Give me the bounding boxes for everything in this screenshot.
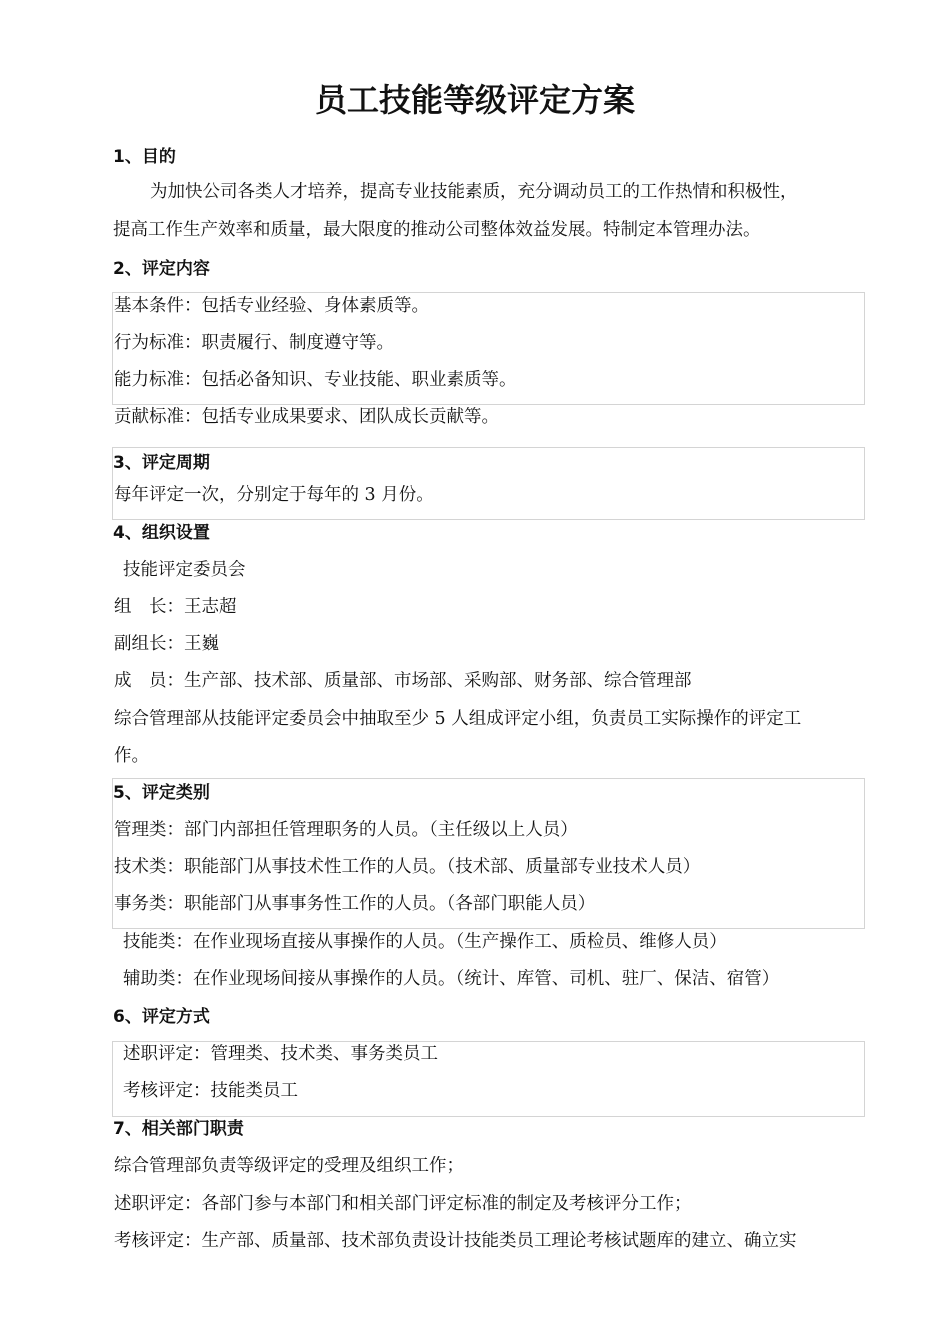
category-item-skill: 技能类：在作业现场直接从事操作的人员。（生产操作工、质检员、维修人员） xyxy=(123,932,727,952)
category-item-management: 管理类：部门内部担任管理职务的人员。（主任级以上人员） xyxy=(114,820,578,840)
section-heading-method: 6、评定方式 xyxy=(113,1007,210,1027)
committee-note-line-2: 作。 xyxy=(114,746,149,766)
committee-members: 成 员：生产部、技术部、质量部、市场部、采购部、财务部、综合管理部 xyxy=(114,671,692,691)
category-item-technical: 技术类：职能部门从事技术性工作的人员。（技术部、质量部专业技术人员） xyxy=(114,857,701,877)
committee-leader: 组 长：王志超 xyxy=(114,597,237,617)
section-heading-organization: 4、组织设置 xyxy=(113,523,210,543)
responsibility-item-report: 述职评定：各部门参与本部门和相关部门评定标准的制定及考核评分工作； xyxy=(114,1194,692,1214)
responsibility-item-exam: 考核评定：生产部、质量部、技术部负责设计技能类员工理论考核试题库的建立、确立实 xyxy=(114,1231,797,1251)
content-item-contribution: 贡献标准：包括专业成果要求、团队成长贡献等。 xyxy=(114,407,499,427)
document-title: 员工技能等级评定方案 xyxy=(314,81,635,119)
content-item-behavior: 行为标准：职责履行、制度遵守等。 xyxy=(114,333,394,353)
category-item-affairs: 事务类：职能部门从事事务性工作的人员。（各部门职能人员） xyxy=(114,894,596,914)
cycle-text: 每年评定一次，分别定于每年的 3 月份。 xyxy=(114,485,434,505)
purpose-paragraph-line-2: 提高工作生产效率和质量，最大限度的推动公司整体效益发展。特制定本管理办法。 xyxy=(113,220,761,240)
content-item-basic: 基本条件：包括专业经验、身体素质等。 xyxy=(114,296,429,316)
content-item-ability: 能力标准：包括必备知识、专业技能、职业素质等。 xyxy=(114,370,517,390)
category-item-auxiliary: 辅助类：在作业现场间接从事操作的人员。（统计、库管、司机、驻厂、保洁、宿管） xyxy=(123,969,780,989)
section-heading-responsibilities: 7、相关部门职责 xyxy=(113,1119,244,1139)
section-heading-cycle: 3、评定周期 xyxy=(113,453,210,473)
section-heading-content: 2、评定内容 xyxy=(113,259,210,279)
section-heading-purpose: 1、目的 xyxy=(113,147,176,167)
committee-note-line-1: 综合管理部从技能评定委员会中抽取至少 5 人组成评定小组，负责员工实际操作的评定工 xyxy=(114,709,802,729)
purpose-paragraph-line-1: 为加快公司各类人才培养，提高专业技能素质，充分调动员工的工作热情和积极性， xyxy=(150,182,798,202)
responsibility-item-admin: 综合管理部负责等级评定的受理及组织工作； xyxy=(114,1156,464,1176)
committee-deputy: 副组长：王巍 xyxy=(114,634,219,654)
method-item-report: 述职评定：管理类、技术类、事务类员工 xyxy=(123,1044,438,1064)
committee-name: 技能评定委员会 xyxy=(123,560,246,580)
method-item-exam: 考核评定：技能类员工 xyxy=(123,1081,298,1101)
section-heading-category: 5、评定类别 xyxy=(113,783,210,803)
